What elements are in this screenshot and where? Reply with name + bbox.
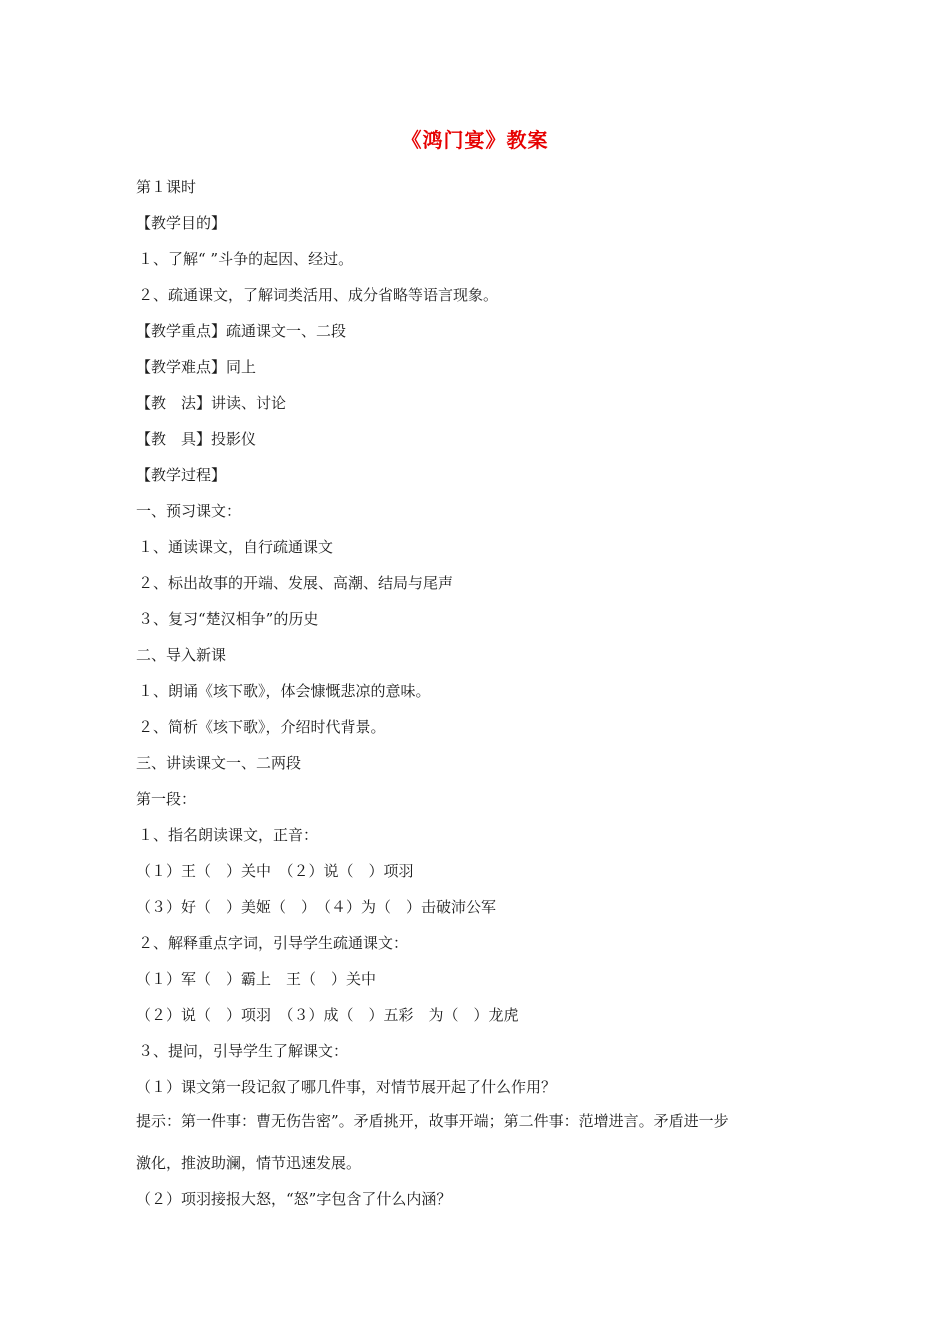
goal-item-1: １、了解“ ”斗争的起因、经过。 (138, 250, 354, 268)
teaching-method: 【教 法】讲读、讨论 (136, 394, 287, 412)
reading-item-2: ２、解释重点字词，引导学生疏通课文： (138, 934, 409, 952)
reading-item-1: １、指名朗读课文，正音： (138, 826, 319, 844)
vocabulary-row-2: （２）说（ ）项羽 （３）成（ ）五彩 为（ ）龙虎 (136, 1006, 519, 1024)
vocabulary-row-1: （１）军（ ）霸上 王（ ）关中 (136, 970, 377, 988)
intro-item-1: １、朗诵《垓下歌》，体会慷慨悲凉的意味。 (138, 682, 431, 700)
teaching-difficulty: 【教学难点】同上 (136, 358, 257, 376)
intro-item-2: ２、简析《垓下歌》，介绍时代背景。 (138, 718, 386, 736)
preview-item-2: ２、标出故事的开端、发展、高潮、结局与尾声 (138, 574, 454, 592)
question-2: （２）项羽接报大怒，“怒”字包含了什么内涵？ (136, 1190, 452, 1208)
section-introduction: 二、导入新课 (136, 646, 227, 664)
hint-line-2: 激化，推波助澜，情节迅速发展。 (136, 1154, 362, 1172)
teaching-tools: 【教 具】投影仪 (136, 430, 257, 448)
goal-item-2: ２、疏通课文，了解词类活用、成分省略等语言现象。 (138, 286, 499, 304)
hint-line-1: 提示：第一件事：曹无伤告密”。矛盾挑开，故事开端；第二件事：范增进言。矛盾进一步 (136, 1112, 729, 1130)
heading-teaching-process: 【教学过程】 (136, 466, 227, 484)
question-1: （１）课文第一段记叙了哪几件事，对情节展开起了什么作用？ (136, 1078, 557, 1096)
section-preview: 一、预习课文： (136, 502, 242, 520)
preview-item-3: ３、复习“楚汉相争”的历史 (138, 610, 319, 628)
reading-item-3: ３、提问，引导学生了解课文： (138, 1042, 349, 1060)
paragraph-one-heading: 第一段： (136, 790, 197, 808)
teaching-focus: 【教学重点】疏通课文一、二段 (136, 322, 347, 340)
preview-item-1: １、通读课文，自行疏通课文 (138, 538, 334, 556)
section-reading: 三、讲读课文一、二两段 (136, 754, 302, 772)
heading-teaching-goals: 【教学目的】 (136, 214, 227, 232)
pronunciation-row-2: （３）好（ ）美姬（ ） （４）为（ ）击破沛公军 (136, 898, 497, 916)
page-title: 《鸿门宴》教案 (401, 128, 549, 152)
pronunciation-row-1: （１）王（ ）关中 （２）说（ ）项羽 (136, 862, 414, 880)
lesson-period: 第１课时 (136, 178, 197, 196)
